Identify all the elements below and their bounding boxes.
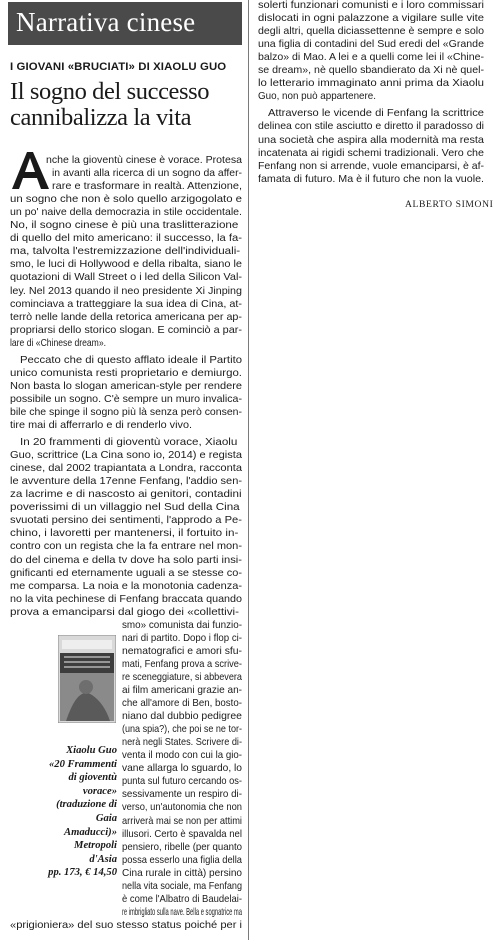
text-line: No, il sogno cinese è più una traslitterazione bbox=[10, 220, 239, 232]
text-line: incatenata ai rigidi schemi tradizionali. Vero che bbox=[258, 147, 484, 159]
section-header bbox=[8, 2, 242, 45]
text-line: cinese, dal 2002 trapiantata a Londra, racconta bbox=[10, 463, 243, 475]
text-line: venta il modo con cui la gio- bbox=[122, 750, 242, 762]
text-line: solerti funzionari comunisti e i loro commissari bbox=[258, 0, 484, 11]
section-title: Narrativa cinese bbox=[16, 7, 196, 37]
text-line: se dream», nè quello sbandierato da Xi nè quel- bbox=[258, 65, 484, 77]
caption-line: Metropoli bbox=[74, 840, 117, 852]
text-line: poverissimi di un villaggio nel Sud della Cina bbox=[10, 502, 240, 514]
text-line: cominciava a tratteggiare la sua idea di Cina, at- bbox=[10, 298, 242, 310]
text-line: balzo» di Mao. A lei e a quelli come lei il «Chine- bbox=[258, 52, 484, 64]
headline bbox=[10, 79, 244, 131]
text-line: Fenfang non si arrende, vuole emanciparsi, è af- bbox=[258, 160, 484, 172]
text-line: nella vita sociale, ma Fenfang bbox=[122, 880, 242, 892]
text-line: unico comunista resti proprietario e demiurgo. bbox=[10, 367, 243, 379]
text-line: ley. Nel 2013 quando il neo presidente Xi Jinping bbox=[10, 285, 242, 297]
text-line: lo letterario immaginato anni prima da Xiaolu bbox=[258, 78, 484, 90]
text-line: svuotati persino dei sentimenti, l'approdo a Pe- bbox=[10, 515, 242, 527]
caption-line: «20 Frammenti bbox=[49, 758, 117, 770]
text-line: (una spia?), che poi se ne tor- bbox=[122, 724, 242, 736]
byline: ALBERTO SIMONI bbox=[405, 199, 494, 210]
text-line: ai film americani grazie an- bbox=[122, 685, 242, 696]
text-line: Guo, non può appartenere. bbox=[258, 91, 376, 103]
text-line: «prigioniera» del suo stesso status poiché per i bbox=[10, 919, 242, 931]
caption-line: d'Asia bbox=[89, 853, 117, 865]
text-line: verso, un'autonomia che non bbox=[122, 802, 242, 814]
text-line: è come l'Albatro di Baudelai- bbox=[122, 893, 242, 905]
text-line: propriarsi dello storico slogan. E cominciò a par- bbox=[10, 324, 242, 336]
text-line: quotazioni di Wall Street o i led della Silicon Val- bbox=[10, 272, 242, 284]
text-line: Non basta lo slogan american-style per rendere bbox=[10, 380, 242, 392]
text-line: no la vita pechinese di Fenfang braccata quando bbox=[10, 593, 242, 605]
text-line: terrò nelle lande della retorica americana per ap- bbox=[10, 311, 242, 323]
caption-line: di gioventù bbox=[68, 772, 117, 784]
text-line: Guo, scrittrice (La Cina sono io, 2014) e regista bbox=[10, 450, 242, 462]
column-divider bbox=[248, 0, 249, 940]
text-line: possa esserlo una figlia della bbox=[122, 854, 242, 866]
text-line: smo» comunista dai funzio- bbox=[122, 619, 242, 631]
text-line: una società che aspira alla modernità ma resta bbox=[258, 134, 484, 146]
caption-line: pp. 173, € 14,50 bbox=[48, 867, 117, 879]
text-line: gnificanti ed eternamente uguali a se stesse co- bbox=[10, 567, 242, 579]
text-line: famata di futuro. Ma è il futuro che non la vuole. bbox=[258, 173, 484, 185]
text-line: prova a emanciparsi dal giogo dei «collettivi- bbox=[10, 606, 240, 618]
text-line: rare e trasformare in realtà. Attenzione, bbox=[52, 181, 242, 193]
text-line: delinea con stile asciutto e diretto il paradosso di bbox=[258, 121, 484, 133]
text-line: smo, le luci di Hollywood e della ribalta, siano le bbox=[10, 259, 242, 271]
text-line: chino, i lavoretti per mantenersi, il fortuito in- bbox=[10, 528, 239, 540]
text-line: una figlia di contadini del Sud eredi del «Grande bbox=[258, 39, 484, 51]
text-line: arriverà mai se non per attimi bbox=[122, 815, 242, 827]
text-line: un po' naive della democrazia in stile occidentale. bbox=[10, 207, 242, 219]
text-line: degli altri, quella diciassettenne è sempre e solo bbox=[258, 26, 484, 38]
text-line: do del cinema e della tv dove ha solo parti insi- bbox=[10, 554, 242, 566]
caption-line: Amaducci)» bbox=[64, 826, 117, 838]
text-line: vane allarga lo sguardo, lo bbox=[122, 763, 242, 775]
text-line: che all'amore di Ben, bosto- bbox=[122, 698, 242, 710]
text-line: bile che spinge il sogno più là senza però consen- bbox=[10, 406, 242, 418]
text-line: nche la gioventù cinese è vorace. Protesa bbox=[46, 155, 242, 166]
text-line: niano dal dubbio pedigree bbox=[122, 711, 242, 723]
text-line: lare di «Chinese dream». bbox=[10, 337, 106, 349]
text-line: Cina rurale in città) persino bbox=[122, 867, 242, 879]
text-line: in avanti alla ricerca di un sogno da affer- bbox=[52, 168, 242, 180]
text-line: ma, talvolta l'estremizzazione dell'individuali- bbox=[10, 246, 241, 258]
text-line: re imbrigliato sulla nave. Bella e sognatrice ma bbox=[122, 906, 242, 918]
text-line: me comparsa. La noia e la monotonia cadenza- bbox=[10, 580, 242, 592]
text-line: pensiero, ribelle (per quanto bbox=[122, 841, 242, 853]
text-line: nerà negli States. Scrivere di- bbox=[122, 737, 242, 749]
text-line: di quello del mito americano: il successo, la fa- bbox=[10, 233, 242, 245]
text-line: dislocati in ogni palazzone a vigilare sulle vite bbox=[258, 13, 484, 25]
text-line: punta sul futuro cercando os- bbox=[122, 776, 242, 788]
book-cover-image bbox=[58, 635, 116, 723]
text-line: contro con un regista che la fa entrare nel mon- bbox=[10, 541, 242, 553]
text-line: nematografici e amori sfu- bbox=[122, 645, 242, 657]
text-line: In 20 frammenti di gioventù vorace, Xiaolu bbox=[20, 437, 238, 449]
text-line: Attraverso le vicende di Fenfang la scrittrice bbox=[268, 108, 484, 120]
headline-line-1: Il sogno del successo bbox=[10, 78, 210, 105]
caption-line: Xiaolu Guo bbox=[66, 745, 117, 756]
caption-line: Gaia bbox=[95, 813, 117, 824]
caption-line: (traduzione di bbox=[56, 799, 117, 811]
text-line: tire mai di afferrarlo e di renderlo vivo. bbox=[10, 420, 192, 431]
text-line: possibile un sogno. C'è sempre un muro invalica- bbox=[10, 393, 243, 405]
text-line: nari di partito. Dopo i flop ci- bbox=[122, 632, 242, 644]
caption-line: vorace» bbox=[82, 785, 117, 797]
text-line: mati, Fenfang prova a scrive- bbox=[122, 658, 242, 670]
text-line: re sceneggiature, si abbevera bbox=[122, 671, 242, 683]
text-line: za lacrime e di nascosto ai genitori, contadini bbox=[10, 489, 242, 501]
text-line: Peccato che di questo afflato ideale il Partito bbox=[20, 354, 242, 366]
text-line: sessivamente un respiro di- bbox=[122, 789, 242, 801]
text-line: un sogno che non è solo quello arzigogolato e bbox=[10, 194, 243, 206]
headline-line-2: cannibalizza la vita bbox=[10, 104, 192, 131]
text-line: le avventure della 17enne Fenfang, l'addio sen- bbox=[10, 476, 242, 488]
text-line: illusori. Certo è spavalda nel bbox=[122, 828, 242, 840]
kicker: I GIOVANI «BRUCIATI» DI XIAOLU GUO bbox=[10, 61, 227, 73]
